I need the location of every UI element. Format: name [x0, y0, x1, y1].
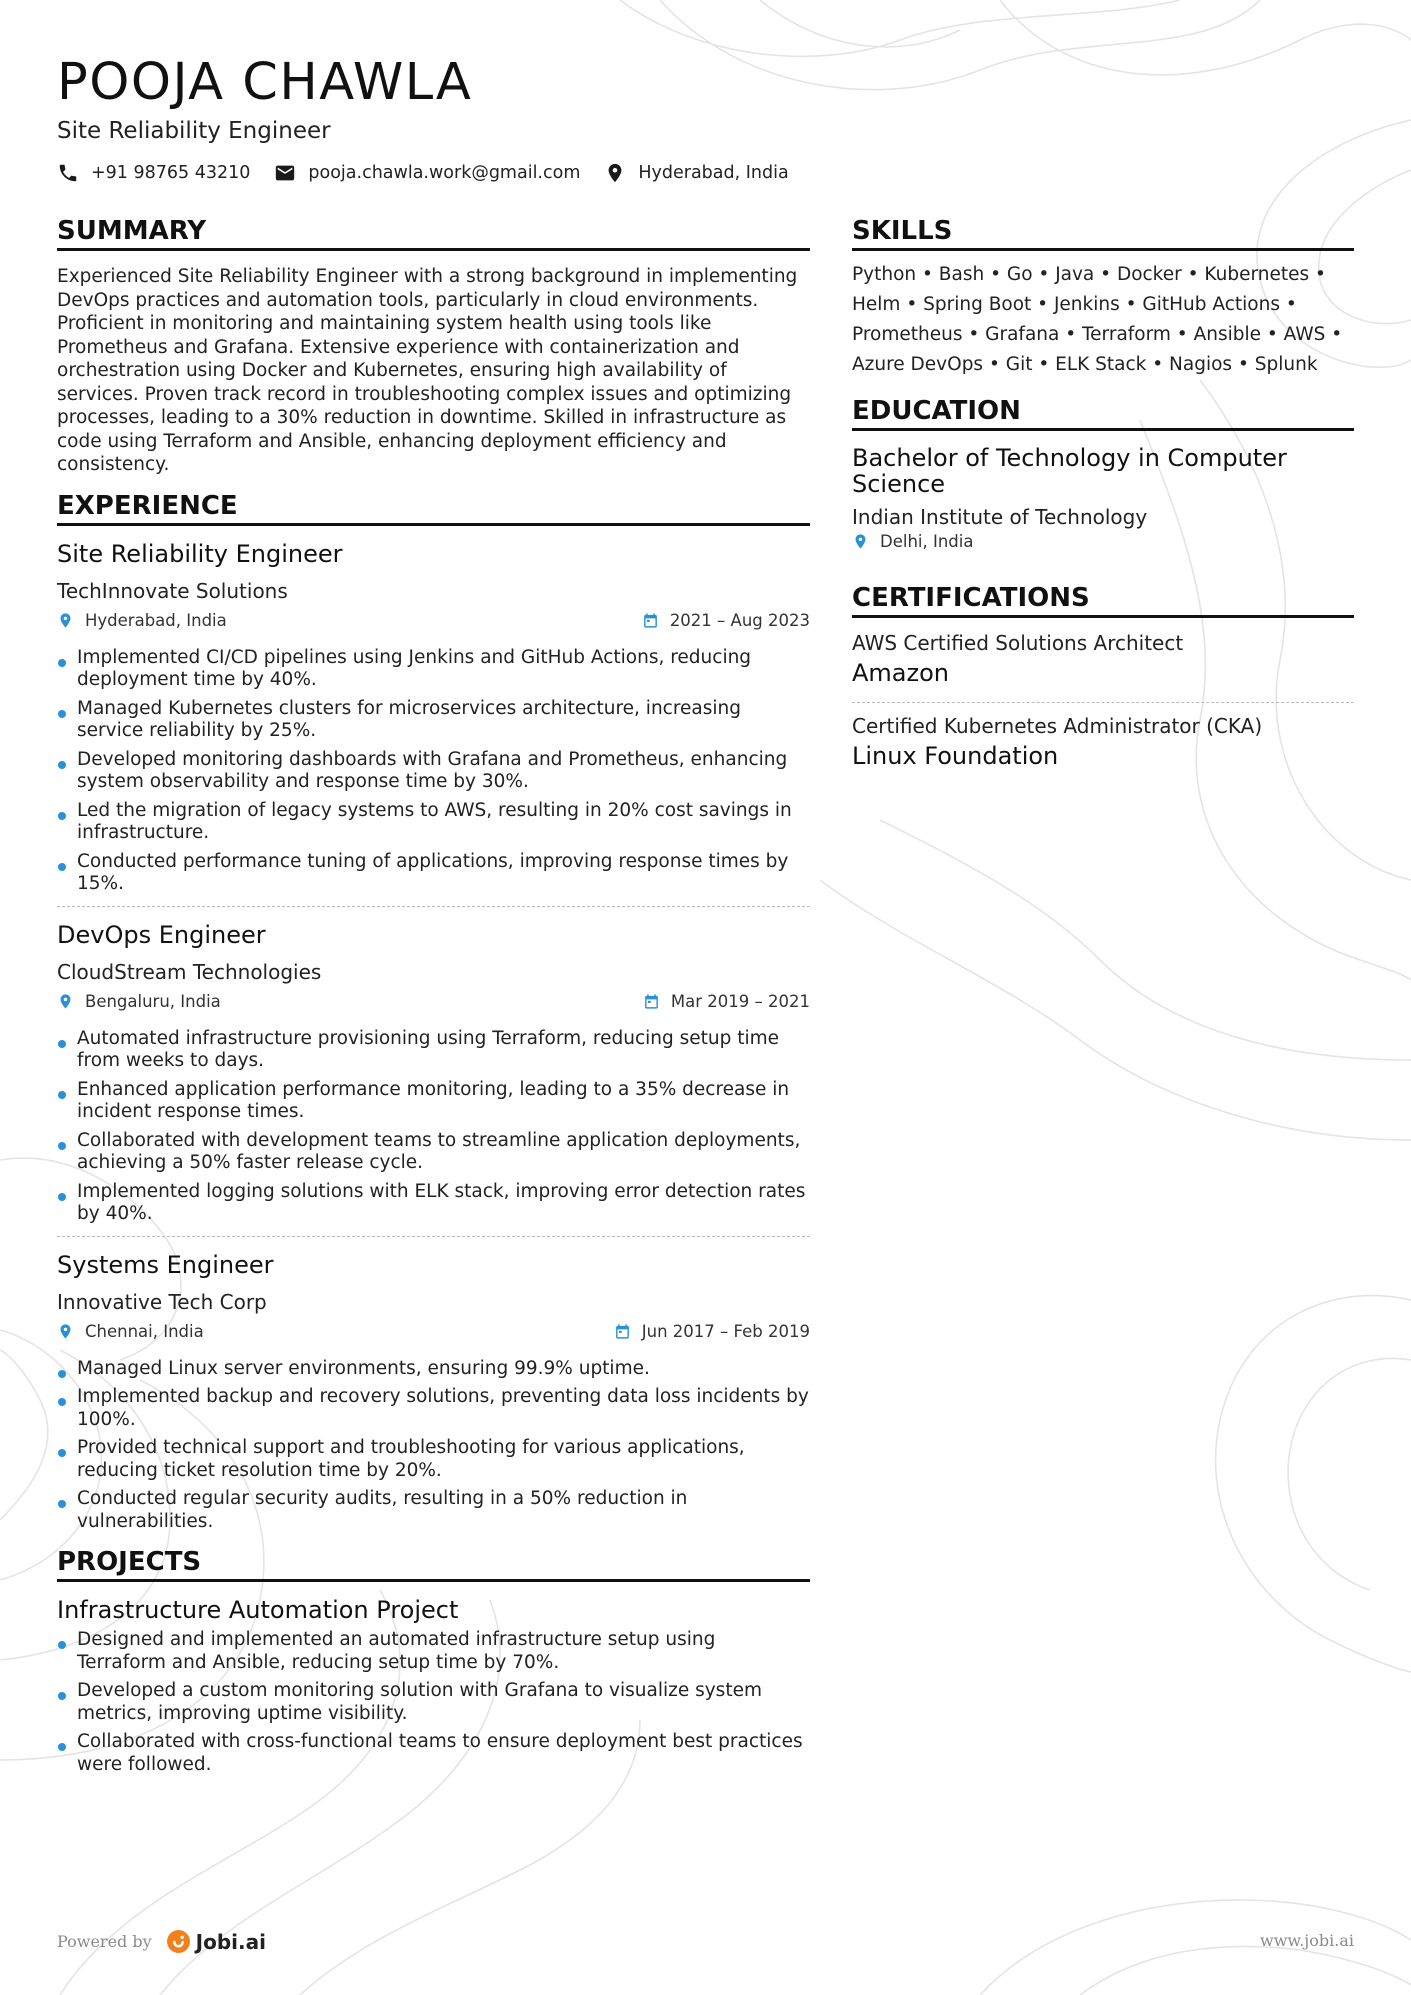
- education-location-row: [852, 532, 1354, 551]
- jobi-logo-icon: [166, 1929, 191, 1954]
- divider: [852, 702, 1354, 703]
- projects-heading: PROJECTS: [57, 1545, 810, 1582]
- job-role: DevOps Engineer: [57, 920, 266, 949]
- job-bullet: Led the migration of legacy systems to AWS, resulting in 20% cost savings in infrastructure.: [57, 800, 810, 845]
- project-bullet: Developed a custom monitoring solution with Grafana to visualize system metrics, improving uptime visibility.: [57, 1680, 810, 1725]
- job-bullet: Conducted regular security audits, resulting in a 50% reduction in vulnerabilities.: [57, 1488, 810, 1533]
- job-bullet: Implemented logging solutions with ELK stack, improving error detection rates by 40%.: [57, 1181, 810, 1226]
- job-bullet: Implemented CI/CD pipelines using Jenkins and GitHub Actions, reducing deployment time by 40%.: [57, 647, 810, 692]
- job-dates: Jun 2017 – Feb 2019: [641, 1322, 810, 1341]
- candidate-name: POOJA CHAWLA: [57, 53, 473, 112]
- job-bullet: Provided technical support and troubleshooting for various applications, reducing ticket resolution time by 20%.: [57, 1437, 810, 1482]
- education-degree: Bachelor of Technology in Computer Science: [852, 444, 1287, 498]
- project-bullets: [57, 1629, 810, 1776]
- job-bullet: Collaborated with development teams to streamline application deployments, achieving a 50% faster release cycle.: [57, 1130, 810, 1175]
- job-meta: [57, 1319, 810, 1345]
- job-bullets: [57, 647, 810, 896]
- project-bullet: Collaborated with cross-functional teams to ensure deployment best practices were followed.: [57, 1731, 810, 1776]
- location-pin-icon: [852, 533, 869, 550]
- location-text: Hyderabad, India: [638, 163, 789, 183]
- job-company: Innovative Tech Corp: [57, 1289, 267, 1314]
- certification-issuer: Linux Foundation: [852, 742, 1059, 770]
- phone-text: +91 98765 43210: [91, 163, 251, 183]
- education-location: Delhi, India: [880, 532, 974, 551]
- footer-website[interactable]: www.jobi.ai: [1260, 1931, 1354, 1950]
- phone-icon: [57, 162, 79, 184]
- job-bullet: Implemented backup and recovery solutions, preventing data loss incidents by 100%.: [57, 1386, 810, 1431]
- calendar-icon: [642, 612, 659, 629]
- job-bullets: [57, 1028, 810, 1226]
- job-location: Bengaluru, India: [85, 992, 221, 1011]
- location-pin-icon: [57, 612, 74, 629]
- contact-phone: [57, 162, 250, 184]
- job-company: TechInnovate Solutions: [57, 578, 288, 603]
- job-bullet: Enhanced application performance monitoring, leading to a 35% decrease in incident response times.: [57, 1079, 810, 1124]
- certification-name: AWS Certified Solutions Architect: [852, 631, 1184, 655]
- footer-powered-by: [57, 1929, 266, 1954]
- certification-issuer: Amazon: [852, 659, 949, 687]
- right-column: [852, 214, 1354, 771]
- project-name: Infrastructure Automation Project: [57, 1596, 459, 1624]
- location-pin-icon: [57, 993, 74, 1010]
- certification-entry: [852, 713, 1354, 771]
- job-bullets: [57, 1358, 810, 1534]
- contact-email: [274, 162, 580, 184]
- project-bullet: Designed and implemented an automated infrastructure setup using Terraform and Ansible, reducing setup time by 70%.: [57, 1629, 810, 1674]
- job-bullet: Managed Linux server environments, ensuring 99.9% uptime.: [57, 1358, 810, 1381]
- education-school: Indian Institute of Technology: [852, 505, 1148, 529]
- certification-entry: [852, 630, 1354, 703]
- divider: [57, 906, 810, 907]
- location-pin-icon: [604, 162, 626, 184]
- project-entry: [57, 1595, 810, 1776]
- job-meta: [57, 989, 810, 1015]
- job-entry: [57, 1250, 810, 1534]
- job-location: Chennai, India: [85, 1322, 204, 1341]
- contact-location: [604, 162, 788, 184]
- calendar-icon: [614, 1323, 631, 1340]
- job-location: Hyderabad, India: [85, 611, 227, 630]
- jobi-logo[interactable]: [166, 1929, 266, 1954]
- job-meta: [57, 608, 810, 634]
- job-bullet: Managed Kubernetes clusters for microservices architecture, increasing service reliability by 25%.: [57, 698, 810, 743]
- education-heading: EDUCATION: [852, 394, 1354, 431]
- job-company: CloudStream Technologies: [57, 959, 322, 984]
- job-role: Systems Engineer: [57, 1250, 274, 1279]
- skills-heading: SKILLS: [852, 214, 1354, 251]
- left-column: [57, 214, 810, 1782]
- job-dates: 2021 – Aug 2023: [669, 611, 810, 630]
- job-role: Site Reliability Engineer: [57, 539, 343, 568]
- candidate-title: Site Reliability Engineer: [57, 118, 331, 144]
- powered-by-label: Powered by: [57, 1932, 152, 1951]
- job-bullet: Developed monitoring dashboards with Grafana and Prometheus, enhancing system observability and response time by 30%.: [57, 749, 810, 794]
- jobi-logo-text: Jobi.ai: [195, 1929, 266, 1954]
- email-icon: [274, 162, 296, 184]
- divider: [57, 1236, 810, 1237]
- job-entry: [57, 539, 810, 907]
- location-pin-icon: [57, 1323, 74, 1340]
- certifications-heading: CERTIFICATIONS: [852, 581, 1354, 618]
- calendar-icon: [643, 993, 660, 1010]
- job-bullet: Conducted performance tuning of applications, improving response times by 15%.: [57, 851, 810, 896]
- certification-name: Certified Kubernetes Administrator (CKA): [852, 714, 1263, 738]
- summary-heading: SUMMARY: [57, 214, 810, 251]
- email-text[interactable]: pooja.chawla.work@gmail.com: [308, 163, 581, 183]
- job-entry: [57, 920, 810, 1237]
- contact-bar: [57, 162, 813, 184]
- skills-list: Python • Bash • Go • Java • Docker • Kubernetes • Helm • Spring Boot • Jenkins • GitHub Actions • Prometheus • Grafana • Terraform • Ansible • AWS • Azure DevOps • Git • ELK Stack • Nagios • Splunk: [852, 264, 1343, 375]
- summary-text: Experienced Site Reliability Engineer with a strong background in implementing DevOps practices and automation tools, particularly in cloud environments. Proficient in monitoring and maintaining system health using tools like Prometheus and Grafana. Extensive experience with containerization and orchestration using Docker and Kubernetes, ensuring high availability of services. Proven track record in troubleshooting complex issues and optimizing processes, leading to a 30% reduction in downtime. Skilled in infrastructure as code using Terraform and Ansible, enhancing deployment efficiency and consistency.: [57, 266, 798, 475]
- experience-heading: EXPERIENCE: [57, 489, 810, 526]
- job-bullet: Automated infrastructure provisioning using Terraform, reducing setup time from weeks to days.: [57, 1028, 810, 1073]
- job-dates: Mar 2019 – 2021: [670, 992, 810, 1011]
